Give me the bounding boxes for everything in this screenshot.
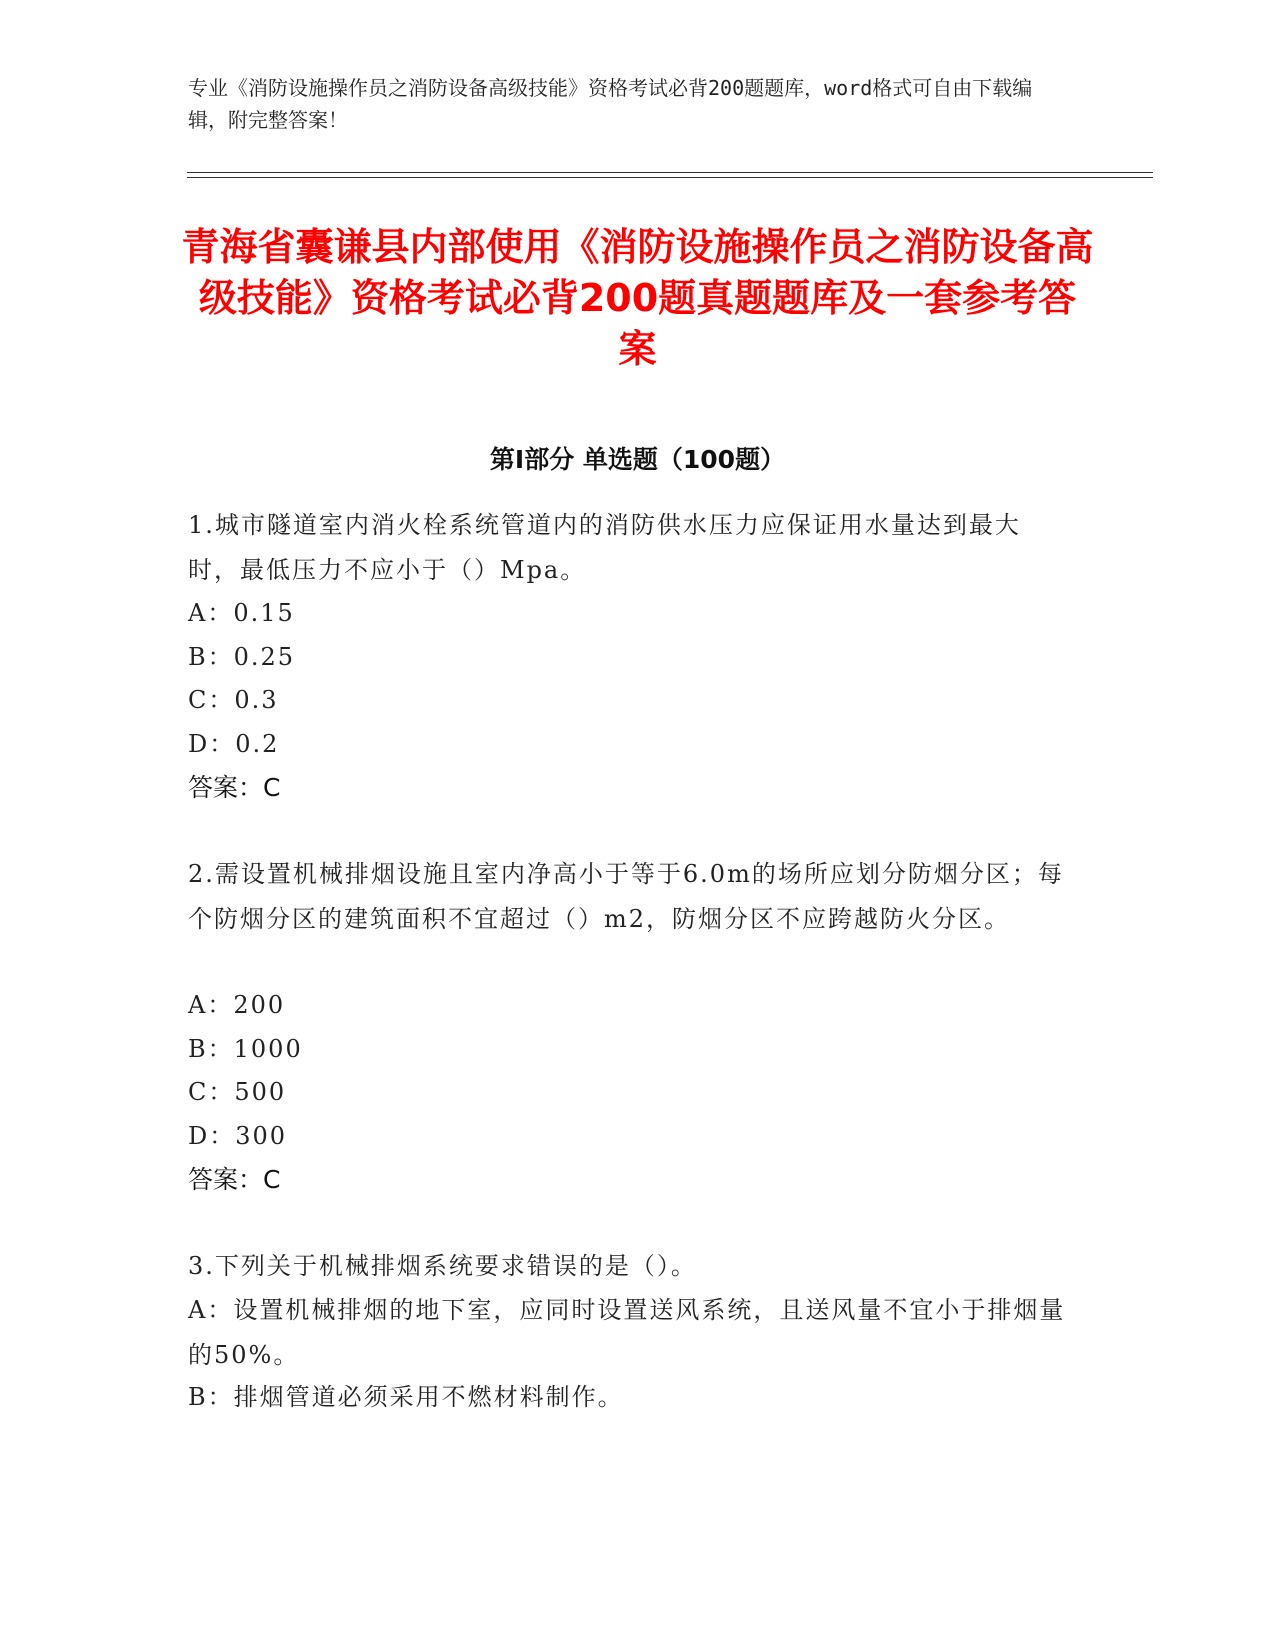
section-heading: 第Ⅰ部分 单选题（100题）	[489, 445, 786, 474]
question-1-option-c: C：0.3	[188, 686, 279, 714]
question-2-text: 2.需设置机械排烟设施且室内净高小于等于6.0m的场所应划分防烟分区；每个防烟分区的建筑面积不宜超过（）m2，防烟分区不应跨越防火分区。	[188, 860, 1064, 933]
question-1-option-d: D：0.2	[188, 730, 280, 758]
question-1-option-b: B：0.25	[188, 643, 296, 671]
header-rule-bottom	[187, 177, 1153, 178]
question-3-option-b: B：排烟管道必须采用不燃材料制作。	[188, 1383, 624, 1411]
question-1-text: 1.城市隧道室内消火栓系统管道内的消防供水压力应保证用水量达到最大时，最低压力不应小于（）Mpa。	[188, 511, 1021, 584]
question-2-option-c: C：500	[188, 1078, 287, 1106]
question-2-option-d: D：300	[188, 1122, 288, 1150]
question-2-option-b: B：1000	[188, 1035, 303, 1063]
question-3-option-a: A：设置机械排烟的地下室，应同时设置送风系统，且送风量不宜小于排烟量的50%。	[188, 1296, 1066, 1369]
question-2-option-a: A：200	[188, 991, 286, 1019]
question-3-text: 3.下列关于机械排烟系统要求错误的是（）。	[188, 1252, 697, 1280]
header-rule-top	[187, 172, 1153, 173]
question-1-answer: 答案：C	[188, 773, 281, 802]
header-note: 专业《消防设施操作员之消防设备高级技能》资格考试必背200题题库，word格式可自由下载编辑，附完整答案！	[188, 76, 1033, 132]
question-2-answer: 答案：C	[188, 1165, 281, 1194]
document-title: 青海省囊谦县内部使用《消防设施操作员之消防设备高级技能》资格考试必背200题真题题库及一套参考答案	[181, 225, 1094, 371]
question-1-option-a: A：0.15	[188, 599, 295, 627]
